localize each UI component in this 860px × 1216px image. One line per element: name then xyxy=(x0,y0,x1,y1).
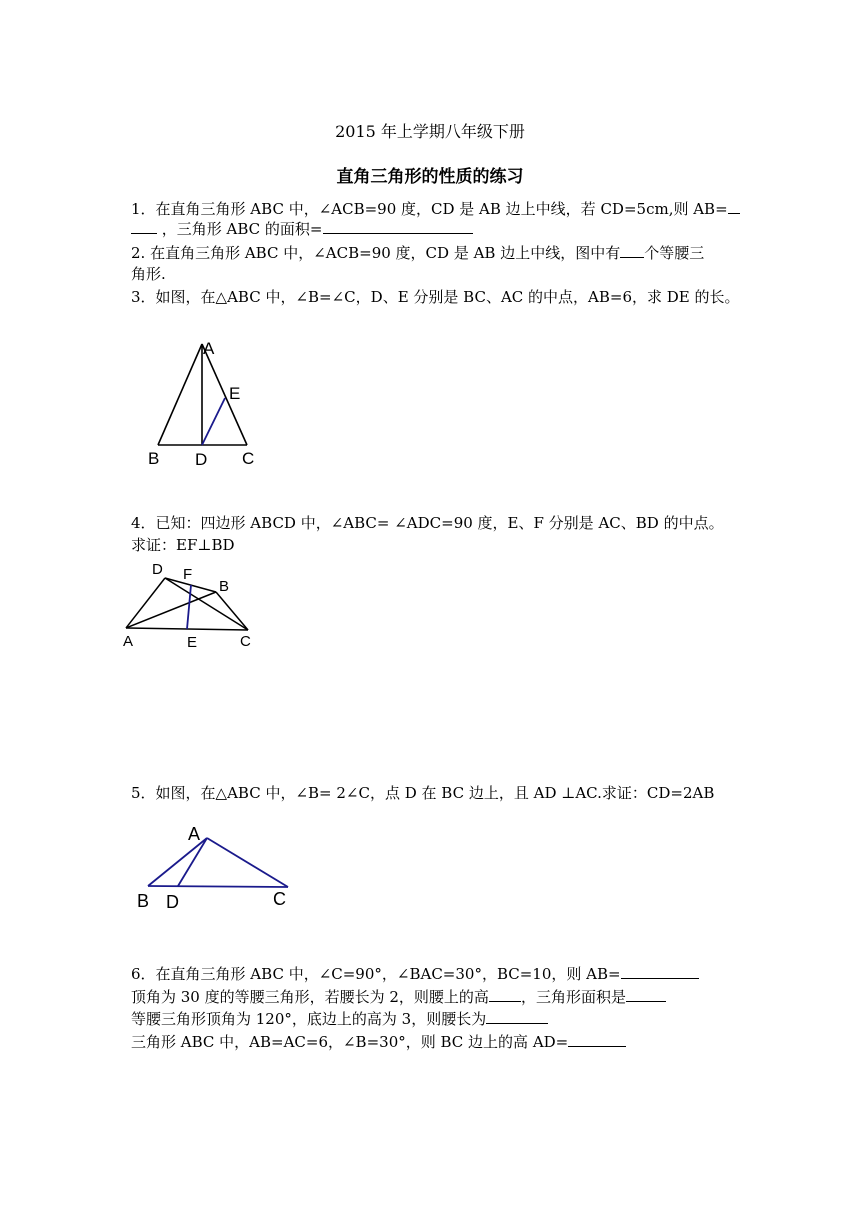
answer-blank xyxy=(131,218,157,234)
label-a: A xyxy=(188,824,201,844)
question-5: 5．如图，在△ABC 中，∠B= 2∠C，点 D 在 BC 边上，且 AD ⊥AC.求证：CD=2AB xyxy=(131,784,715,802)
answer-blank xyxy=(620,242,644,258)
question-2-cont: 角形. xyxy=(131,265,166,283)
question-6-part-4 xyxy=(131,1031,626,1052)
answer-blank xyxy=(489,986,521,1002)
question-6-text-3: 等腰三角形顶角为 120°，底边上的高为 3，则腰长为 xyxy=(131,1010,487,1028)
label-f: F xyxy=(183,566,193,583)
answer-blank xyxy=(621,963,699,979)
answer-blank xyxy=(568,1031,626,1047)
label-c: C xyxy=(273,889,286,909)
question-2-text: 2. 在直角三角形 ABC 中，∠ACB=90 度，CD 是 AB 边上中线，图中有 xyxy=(131,244,621,262)
question-1-cont xyxy=(131,218,473,239)
label-d: D xyxy=(166,892,179,912)
question-6 xyxy=(131,963,699,984)
figure-obtuse-triangle xyxy=(132,818,297,913)
label-c: C xyxy=(240,633,251,650)
answer-blank xyxy=(323,218,473,234)
label-d: D xyxy=(152,561,163,578)
question-6-text-4: 三角形 ABC 中，AB=AC=6，∠B=30°，则 BC 边上的高 AD= xyxy=(131,1033,569,1051)
question-4: 4．已知：四边形 ABCD 中，∠ABC= ∠ADC=90 度，E、F 分别是 AC、BD 的中点。 xyxy=(131,514,724,532)
answer-blank xyxy=(486,1008,548,1024)
question-2 xyxy=(131,242,704,263)
label-c: C xyxy=(242,449,255,468)
answer-blank xyxy=(626,986,666,1002)
label-a: A xyxy=(203,339,215,358)
question-6-text-2a: 顶角为 30 度的等腰三角形，若腰长为 2，则腰上的高 xyxy=(131,988,489,1006)
question-3: 3．如图，在△ABC 中，∠B=∠C，D、E 分别是 BC、AC 的中点，AB=6，求 DE 的长。 xyxy=(131,288,740,306)
question-1-text: 1．在直角三角形 ABC 中，∠ACB=90 度，CD 是 AB 边上中线，若 CD=5cm,则 AB= xyxy=(131,200,728,218)
question-6-part-3 xyxy=(131,1008,548,1029)
label-b: B xyxy=(137,891,150,911)
question-4-cont: 求证：EF⊥BD xyxy=(131,536,235,554)
label-a: A xyxy=(123,633,134,650)
question-1-text-cont: ，三角形 ABC 的面积= xyxy=(161,220,323,238)
question-6-text: 6．在直角三角形 ABC 中，∠C=90°，∠BAC=30°，BC=10，则 AB= xyxy=(131,965,621,983)
label-b: B xyxy=(148,449,160,468)
question-6-text-2b: ，三角形面积是 xyxy=(520,988,626,1006)
label-b: B xyxy=(219,578,230,595)
answer-blank xyxy=(728,198,740,214)
document-title: 直角三角形的性质的练习 xyxy=(336,167,524,187)
question-2-text-b: 个等腰三 xyxy=(644,244,705,262)
label-e: E xyxy=(229,384,241,403)
question-1 xyxy=(131,198,740,219)
label-d: D xyxy=(195,450,208,469)
figure-isosceles-triangle xyxy=(140,330,275,475)
document-subtitle: 2015 年上学期八年级下册 xyxy=(335,122,525,141)
label-e: E xyxy=(187,634,198,651)
question-6-part-2 xyxy=(131,986,666,1007)
figure-quadrilateral xyxy=(118,558,268,653)
